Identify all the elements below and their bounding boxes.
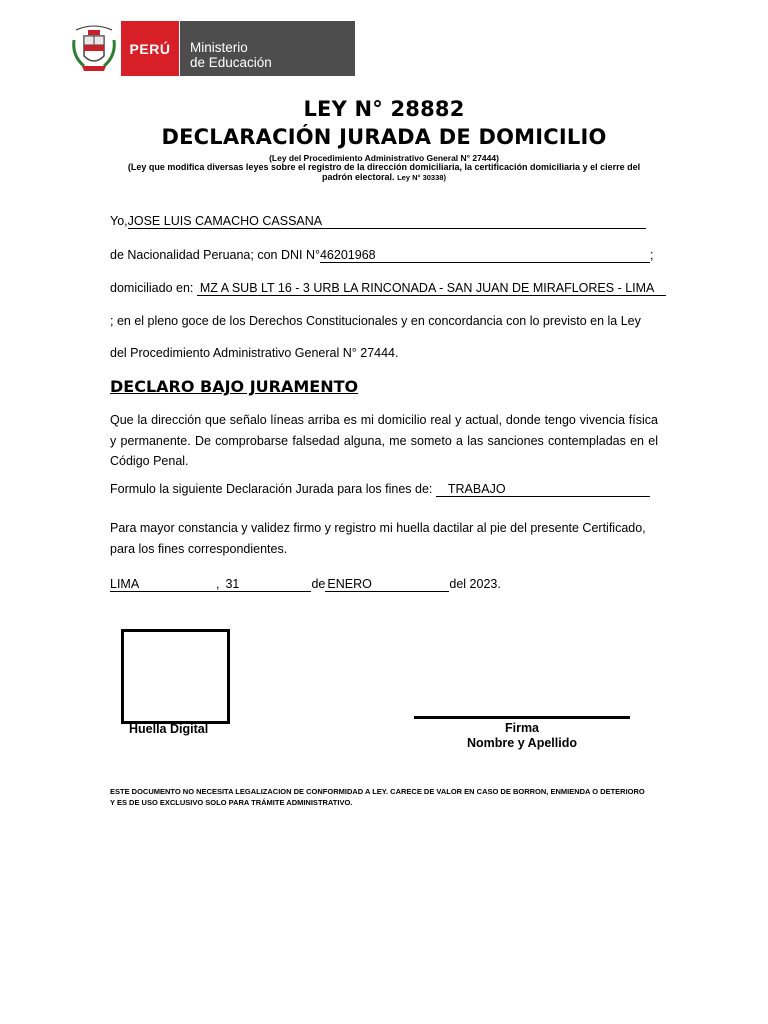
document-title: DECLARACIÓN JURADA DE DOMICILIO <box>161 125 607 149</box>
dni-field: 46201968 <box>320 248 650 263</box>
dni-line <box>110 248 653 263</box>
domicile-label: domiciliado en: <box>110 281 194 295</box>
signature-labels <box>414 721 630 751</box>
nombre-label: Nombre y Apellido <box>467 736 577 750</box>
dni-semicolon: ; <box>649 248 654 262</box>
purpose-label-bold: Declaración Jurada <box>226 482 334 496</box>
ministry-line2: de Educación <box>190 55 272 70</box>
purpose-label-start: Formulo la siguiente <box>110 482 227 496</box>
day-field: 31 <box>219 577 311 592</box>
footer-note: ESTE DOCUMENTO NO NECESITA LEGALIZACION DE CONFORMIDAD A LEY. CARECE DE VALOR EN CASO DE BORRON, ENMIENDA O DETERIORO Y ES DE USO EXCLUSIVO SOLO PARA TRÁMITE ADMINISTRATIVO. <box>110 787 645 807</box>
name-field: JOSE LUIS CAMACHO CASSANA <box>128 214 646 229</box>
yo-label: Yo, <box>110 214 128 228</box>
address-field: MZ A SUB LT 16 - 3 URB LA RINCONADA - SAN JUAN DE MIRAFLORES - LIMA <box>197 281 667 296</box>
law-title: LEY N° 28882 <box>303 97 465 121</box>
date-comma: , <box>216 577 220 591</box>
declaration-paragraph: Que la dirección que señalo líneas arriba es mi domicilio real y actual, donde tengo vivencia física y permanente. De comprobarse falsedad alguna, me someto a las sanciones contempladas en el Código Penal. <box>110 413 658 468</box>
law-description <box>112 162 656 183</box>
firma-label: Firma <box>504 721 540 735</box>
date-line <box>110 577 501 592</box>
ministry-brand <box>180 21 355 76</box>
rights-line-2: del Procedimiento Administrativo General N° 27444. <box>110 346 399 360</box>
peru-coat-of-arms-icon <box>70 22 118 74</box>
year-text: del 2023. <box>449 577 501 591</box>
de-label: de <box>311 577 326 591</box>
peru-brand-label: PERÚ <box>121 21 179 76</box>
purpose-line <box>110 482 650 497</box>
law-subtitle: (Ley del Procedimiento Administrativo General N° 27444) <box>269 153 499 163</box>
constancia-paragraph: Para mayor constancia y validez firmo y registro mi huella dactilar al pie del presente Certificado, para los fines correspondientes. <box>110 521 646 556</box>
law-description-main: (Ley que modifica diversas leyes sobre el registro de la dirección domiciliaria, la certificación domiciliaria y el cierre del padrón electoral. <box>127 162 641 182</box>
month-field: ENERO <box>325 577 449 592</box>
declaro-heading: DECLARO BAJO JURAMENTO <box>110 377 359 396</box>
nationality-label: de Nacionalidad Peruana; con DNI N° <box>110 248 320 262</box>
rights-line-1: ; en el pleno goce de los Derechos Constitucionales y en concordancia con lo previsto en la Ley <box>110 314 641 328</box>
purpose-field: TRABAJO <box>436 482 650 497</box>
address-line <box>110 281 666 296</box>
huella-label: Huella Digital <box>129 722 209 736</box>
signature-line <box>414 716 630 719</box>
ministry-line1: Ministerio <box>190 40 248 55</box>
city-field: LIMA <box>110 577 216 592</box>
law-description-ref: Ley N° 30338) <box>397 173 446 182</box>
purpose-label-end: para los fines de: <box>333 482 433 496</box>
fingerprint-box <box>121 629 230 724</box>
name-line <box>110 214 646 229</box>
